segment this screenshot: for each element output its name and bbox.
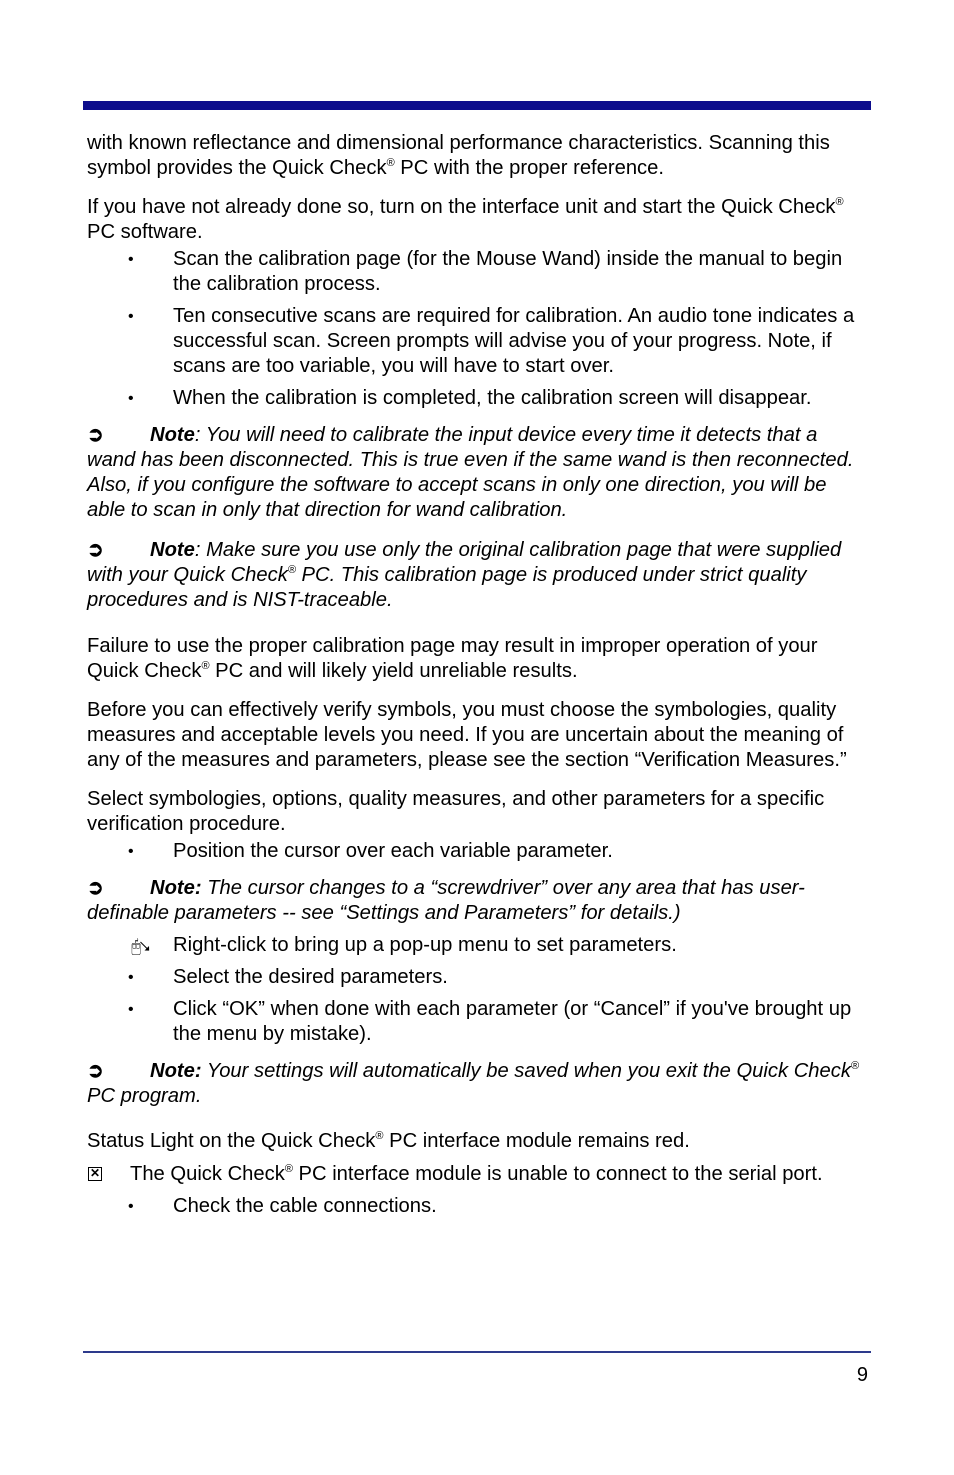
status-paragraph: Status Light on the Quick Check® PC interface module remains red. (87, 1130, 690, 1152)
bullet-icon: • (128, 1001, 134, 1018)
page-content (87, 131, 862, 1226)
list-item: • Ten consecutive scans are required for calibration. An audio tone indicates a successful scan. Screen prompts will advise you of your progress. Note, if scans are too variable, you will have to start over. (128, 305, 855, 377)
select-paragraph: Select symbologies, options, quality measures, and other parameters for a specific verification procedure. (87, 788, 825, 835)
failure-paragraph: Failure to use the proper calibration page may result in improper operation of your Quick Check® PC and will likely yield unreliable results. (87, 635, 818, 682)
bullet-icon: • (128, 251, 134, 268)
list-item: • Position the cursor over each variable parameter. (128, 840, 613, 862)
list-item: • When the calibration is completed, the calibration screen will disappear. (128, 387, 812, 409)
footer-rule (83, 1351, 871, 1353)
bullet-icon: • (128, 390, 134, 407)
list-item: • Click “OK” when done with each parameter (or “Cancel” if you've brought up the menu by mistake). (128, 998, 852, 1045)
before-paragraph: Before you can effectively verify symbols, you must choose the symbologies, quality measures and acceptable levels you need. If you are uncertain about the meaning of any of the measures and parameters, please see the section “Verification Measures.” (87, 699, 847, 771)
intro-paragraph-1: with known reflectance and dimensional performance characteristics. Scanning this symbol provides the Quick Check® PC with the proper reference. (87, 132, 830, 179)
note-calibrate: ➲ Note: You will need to calibrate the input device every time it detects that a wand has been disconnected. This is true even if the same wand is then reconnected. Also, if you configure the software to accept scans in only one direction, you will be able to scan in only that direction for wand calibration. (87, 424, 854, 521)
note-arrow-icon: ➲ (87, 424, 104, 446)
bullet-icon: • (128, 308, 134, 325)
bullet-icon: • (128, 1198, 134, 1215)
header-bar (83, 101, 871, 110)
note-original-page: ➲ Note: Make sure you use only the original calibration page that were supplied with your Quick Check® PC. This calibration page is produced under strict quality procedures and is NIST-traceable. (87, 539, 842, 611)
note-settings-saved: ➲ Note: Your settings will automatically be saved when you exit the Quick Check® PC program. (87, 1060, 860, 1107)
checkbox-x-icon: ✕ (89, 1166, 101, 1180)
list-item: 🖰⭨ Right-click to bring up a pop-up menu to set parameters. (87, 933, 862, 958)
page-number: 9 (856, 1364, 868, 1386)
note-screwdriver: ➲ Note: The cursor changes to a “screwdriver” over any area that has user-definable parameters -- see “Settings and Parameters” for details.) (87, 877, 805, 924)
list-item: • Select the desired parameters. (128, 966, 448, 988)
bullet-icon: • (128, 843, 134, 860)
problem-item: ✕ The Quick Check® PC interface module is unable to connect to the serial port. (89, 1163, 823, 1185)
list-item: • Check the cable connections. (128, 1195, 437, 1217)
note-arrow-icon: ➲ (87, 539, 104, 561)
list-item: • Scan the calibration page (for the Mouse Wand) inside the manual to begin the calibration process. (128, 248, 843, 295)
note-arrow-icon: ➲ (87, 1060, 104, 1082)
bullet-icon: • (128, 969, 134, 986)
mouse-right-click-icon: 🖰⭨ (131, 937, 149, 956)
note-arrow-icon: ➲ (87, 877, 104, 899)
intro-paragraph-2: If you have not already done so, turn on the interface unit and start the Quick Check® PC software. (87, 196, 844, 243)
